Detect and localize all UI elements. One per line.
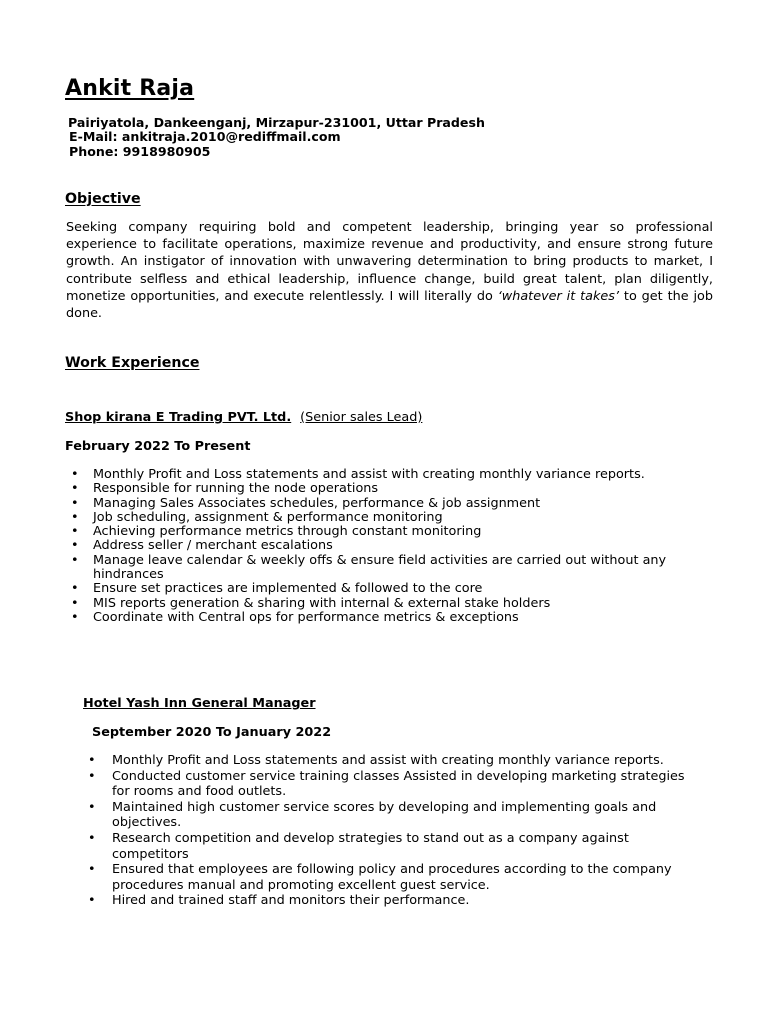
duty-item — [83, 893, 693, 909]
duty-item — [66, 554, 716, 583]
bullet-icon: • — [88, 830, 96, 846]
duty-text: Responsible for running the node operations — [93, 481, 379, 497]
duty-text: Hired and trained staff and monitors their performance. — [112, 893, 470, 909]
bullet-icon: • — [88, 799, 96, 815]
duty-text: Coordinate with Central ops for performance metrics & exceptions — [93, 609, 519, 625]
bullet-icon: • — [88, 768, 96, 784]
duty-text: Ensure set practices are implemented & followed to the core — [93, 581, 483, 597]
duty-text: Research competition and develop strategies to stand out as a company against competitors — [112, 830, 629, 862]
duty-item — [66, 597, 716, 611]
duty-item — [83, 800, 693, 831]
bullet-icon: • — [71, 609, 79, 625]
duty-text: Monthly Profit and Loss statements and assist with creating monthly variance reports. — [112, 753, 664, 768]
bullet-icon: • — [88, 893, 96, 909]
job-2-company: Hotel Yash Inn General Manager — [83, 696, 316, 711]
objective-emphasis: ‘whatever it takes’ — [497, 288, 620, 304]
job-2-dates: September 2020 To January 2022 — [92, 725, 332, 740]
job-2-header — [83, 696, 316, 711]
bullet-icon: • — [88, 753, 96, 768]
duty-text: MIS reports generation & sharing with internal & external stake holders — [93, 595, 551, 611]
job-2-duties — [83, 753, 693, 909]
duty-text: Achieving performance metrics through constant monitoring — [93, 524, 482, 540]
duty-item — [66, 497, 716, 511]
work-experience-heading: Work Experience — [65, 355, 200, 371]
job-1-duties — [66, 468, 716, 625]
duty-item — [83, 862, 693, 893]
duty-item — [66, 525, 716, 539]
contact-email: E-Mail: ankitraja.2010@rediffmail.com — [69, 129, 341, 144]
bullet-icon: • — [71, 481, 79, 497]
duty-text: Manage leave calendar & weekly offs & ensure field activities are carried out without any hindrances — [93, 552, 667, 583]
bullet-icon: • — [71, 581, 79, 597]
duty-item — [66, 611, 716, 625]
duty-text: Ensured that employees are following policy and procedures according to the company procedures manual and promoting excellent guest service. — [112, 862, 672, 893]
duty-item — [83, 769, 693, 800]
bullet-icon: • — [71, 524, 79, 540]
bullet-icon: • — [88, 862, 96, 878]
contact-phone: Phone: 9918980905 — [69, 144, 211, 159]
objective-text-end: to get the job done. — [66, 288, 714, 322]
duty-text: Managing Sales Associates schedules, performance & job assignment — [93, 495, 541, 511]
duty-text: Conducted customer service training classes Assisted in developing marketing strategies for rooms and food outlets. — [112, 768, 685, 800]
bullet-icon: • — [71, 552, 79, 568]
objective-heading: Objective — [65, 191, 141, 207]
bullet-icon: • — [71, 467, 79, 482]
job-1-header — [65, 410, 422, 425]
duty-item — [66, 511, 716, 525]
bullet-icon: • — [71, 495, 79, 511]
duty-item — [66, 468, 716, 482]
bullet-icon: • — [71, 538, 79, 554]
duty-item — [83, 831, 693, 862]
duty-text: Address seller / merchant escalations — [93, 538, 333, 554]
duty-text: Maintained high customer service scores by developing and implementing goals and objectives. — [112, 799, 657, 831]
duty-text: Monthly Profit and Loss statements and assist with creating monthly variance reports. — [93, 467, 645, 482]
duty-item — [66, 582, 716, 596]
duty-item — [66, 539, 716, 553]
bullet-icon: • — [71, 509, 79, 525]
duty-item — [66, 482, 716, 496]
duty-text: Job scheduling, assignment & performance monitoring — [93, 509, 443, 525]
bullet-icon: • — [71, 595, 79, 611]
job-1-company: Shop kirana E Trading PVT. Ltd. — [65, 410, 292, 425]
candidate-name: Ankit Raja — [65, 76, 195, 101]
duty-item — [83, 753, 693, 769]
contact-address: Pairiyatola, Dankeenganj, Mirzapur-231001, Uttar Pradesh — [68, 115, 485, 130]
job-1-dates: February 2022 To Present — [65, 439, 251, 454]
job-1-role: (Senior sales Lead) — [300, 410, 423, 425]
objective-paragraph — [66, 219, 713, 322]
objective-text: Seeking company requiring bold and competent leadership, bringing year so professional experience to facilitate operations, maximize revenue and productivity, and ensure strong future growth. An instigator of innovation with unwavering determination to bring products to market, I contribute selfless and ethical leadership, influence change, build great talent, plan diligently, monetize opportunities, and execute relentlessly. I will literally do — [66, 220, 713, 304]
